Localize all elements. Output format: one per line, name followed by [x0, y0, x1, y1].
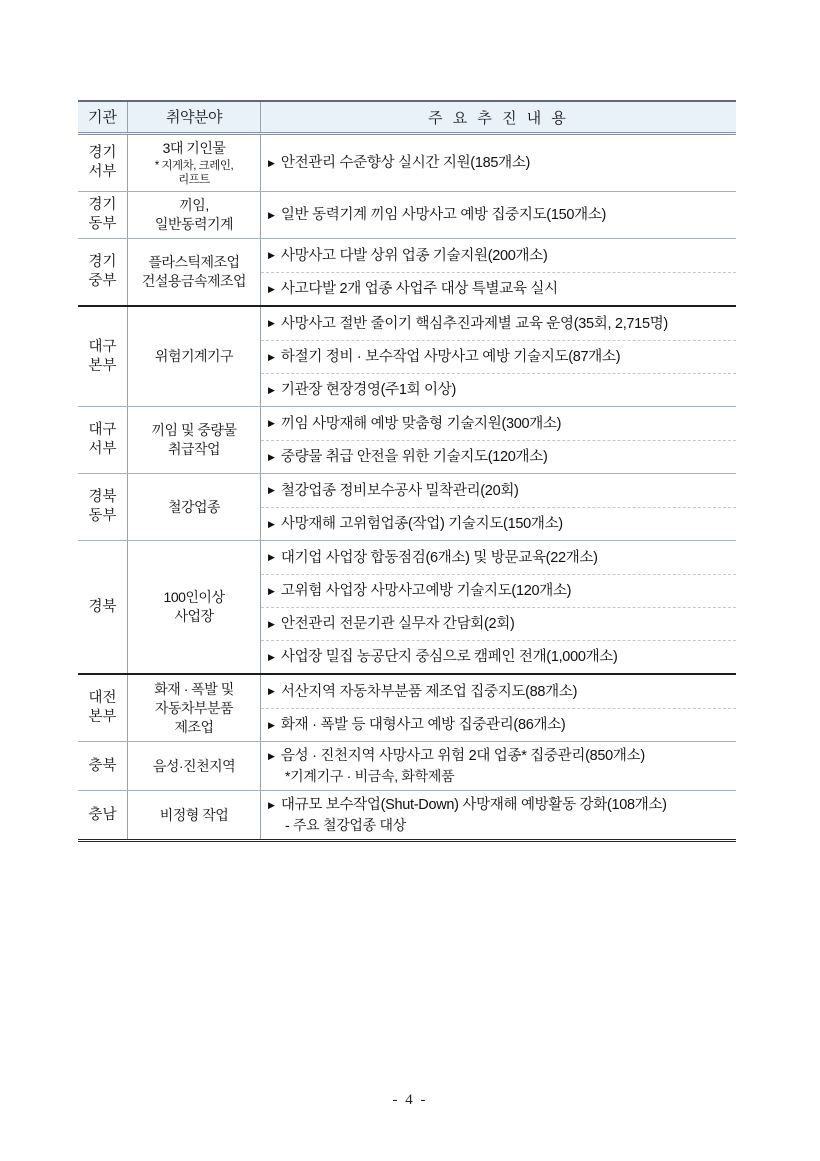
org-name: 서부 — [88, 441, 117, 457]
table-group-row — [78, 540, 736, 673]
action-line — [268, 795, 732, 815]
table-group-row — [78, 305, 736, 406]
org-cell — [78, 474, 128, 540]
vulnerable-field-cell — [128, 239, 261, 305]
table-group-row — [78, 673, 736, 741]
bullet-triangle-icon: ▶ — [268, 719, 275, 730]
actions-cell — [261, 192, 736, 238]
vulnerable-field-text: 화재 · 폭발 및 — [154, 680, 234, 697]
vulnerable-field-note — [155, 159, 233, 187]
action-item — [261, 507, 736, 540]
action-item — [261, 541, 736, 574]
action-text: 안전관리 수준향상 실시간 지원(185개소) — [280, 155, 531, 171]
bullet-triangle-icon: ▶ — [268, 686, 275, 696]
vulnerable-field-text: 사업장 — [174, 608, 214, 624]
actions-cell — [261, 407, 736, 473]
org-cell — [78, 307, 128, 406]
vulnerable-field-text: 끼임, — [179, 197, 209, 213]
table-header-row — [78, 102, 736, 135]
actions-cell — [261, 791, 736, 839]
org-name: 본부 — [88, 709, 117, 725]
action-text: 사고다발 2개 업종 사업주 대상 특별교육 실시 — [280, 281, 558, 297]
action-text: 사망사고 절반 줄이기 핵심추진과제별 교육 운영(35회, 2,715명) — [280, 315, 668, 332]
actions-cell — [261, 675, 736, 741]
regional-action-table — [78, 100, 736, 842]
bullet-triangle-icon: ▶ — [268, 418, 275, 428]
action-item — [261, 147, 736, 180]
action-text: 사망재해 고위험업종(작업) 기술지도(150개소) — [280, 516, 563, 532]
vulnerable-field-text: 제조업 — [174, 718, 214, 735]
action-item — [261, 239, 736, 272]
vulnerable-field-cell — [128, 407, 261, 473]
vulnerable-field-text: 끼임 및 중량물 — [151, 422, 237, 438]
bullet-triangle-icon: ▶ — [268, 750, 275, 761]
bullet-triangle-icon: ▶ — [268, 250, 275, 260]
action-item — [261, 675, 736, 708]
vulnerable-field-text: 위험기계기구 — [154, 348, 234, 364]
action-text: 일반 동력기계 끼임 사망사고 예방 집중지도(150개소) — [280, 207, 607, 223]
action-line — [268, 514, 732, 534]
org-cell — [78, 192, 128, 238]
table-group-row — [78, 790, 736, 839]
org-name: 경기 — [88, 197, 117, 213]
actions-cell — [261, 307, 736, 406]
vulnerable-field-text: 100인이상 — [163, 589, 225, 605]
header-org: 기관 — [78, 102, 128, 132]
vulnerable-field-cell — [128, 307, 261, 406]
table-group-row — [78, 135, 736, 191]
vulnerable-field-text: 플라스틱제조업 — [148, 254, 240, 270]
org-name: 경북 — [88, 489, 117, 505]
org-name: 대전 — [88, 690, 117, 706]
bullet-triangle-icon: ▶ — [268, 384, 275, 395]
bullet-triangle-icon: ▶ — [268, 157, 275, 168]
vulnerable-field-cell — [128, 675, 261, 741]
actions-cell — [261, 541, 736, 673]
bullet-triangle-icon: ▶ — [268, 618, 275, 629]
org-name: 동부 — [88, 216, 117, 232]
action-item — [261, 199, 736, 232]
table-group-row — [78, 238, 736, 305]
action-text: 대기업 사업장 합동점검(6개소) 및 방문교육(22개소) — [280, 549, 598, 566]
bullet-triangle-icon: ▶ — [268, 318, 275, 328]
org-cell — [78, 791, 128, 839]
table-group-row — [78, 191, 736, 238]
action-text: 철강업종 정비보수공사 밀착관리(20회) — [280, 482, 519, 499]
org-name: 서부 — [88, 164, 117, 180]
action-line — [268, 715, 732, 735]
action-text: 사망사고 다발 상위 업종 기술지원(200개소) — [280, 247, 548, 264]
action-item — [261, 791, 736, 839]
org-cell — [78, 407, 128, 473]
action-line — [268, 447, 732, 467]
vulnerable-field-cell — [128, 192, 261, 238]
action-text: 고위험 사업장 사망사고예방 기술지도(120개소) — [280, 583, 572, 599]
action-item — [261, 272, 736, 305]
action-item — [261, 373, 736, 406]
vulnerable-field-cell — [128, 541, 261, 673]
actions-cell — [261, 135, 736, 191]
actions-cell — [261, 742, 736, 790]
vulnerable-field-text: 취급작업 — [167, 441, 221, 457]
action-item — [261, 708, 736, 741]
action-item — [261, 742, 736, 790]
action-item — [261, 307, 736, 340]
table-group-row — [78, 406, 736, 473]
bullet-triangle-icon: ▶ — [268, 799, 275, 810]
action-subtext: - 주요 철강업종 대상 — [285, 817, 406, 833]
action-line — [268, 153, 732, 173]
action-subtext: *기계기구 · 비금속, 화학제품 — [285, 768, 455, 784]
org-name: 충남 — [88, 806, 117, 823]
bullet-triangle-icon: ▶ — [268, 518, 275, 529]
vulnerable-field-cell — [128, 474, 261, 540]
vulnerable-field-note-line: 리프트 — [178, 174, 210, 186]
action-item — [261, 607, 736, 640]
action-item — [261, 407, 736, 440]
action-text: 음성 · 진천지역 사망사고 위험 2대 업종* 집중관리(850개소) — [280, 748, 645, 764]
bullet-triangle-icon: ▶ — [268, 451, 275, 462]
action-text: 끼임 사망재해 예방 맞춤형 기술지원(300개소) — [280, 415, 562, 432]
action-line — [268, 746, 732, 766]
bullet-triangle-icon: ▶ — [268, 209, 275, 220]
org-name: 중부 — [88, 273, 117, 289]
org-name: 충북 — [88, 757, 117, 774]
actions-cell — [261, 474, 736, 540]
table-group-row — [78, 473, 736, 540]
action-line — [268, 614, 732, 634]
action-line — [268, 647, 732, 667]
vulnerable-field-text: 건설용금속제조업 — [141, 273, 247, 289]
action-item — [261, 440, 736, 473]
action-text: 하절기 정비 · 보수작업 사망사고 예방 기술지도(87개소) — [280, 349, 621, 365]
vulnerable-field-cell — [128, 742, 261, 790]
vulnerable-field-text: 비정형 작업 — [159, 806, 229, 823]
org-name: 경북 — [88, 598, 117, 615]
org-name: 동부 — [88, 508, 117, 524]
bullet-triangle-icon: ▶ — [268, 552, 275, 562]
action-item — [261, 474, 736, 507]
action-text: 안전관리 전문기관 실무자 간담회(2회) — [280, 616, 515, 632]
action-line — [268, 205, 732, 225]
action-text: 중량물 취급 안전을 위한 기술지도(120개소) — [280, 449, 548, 465]
vulnerable-field-text: 자동차부분품 — [154, 699, 234, 716]
org-cell — [78, 541, 128, 673]
org-name: 대구 — [88, 338, 117, 355]
bullet-triangle-icon: ▶ — [268, 283, 275, 294]
vulnerable-field-text: 철강업종 — [167, 498, 221, 515]
vulnerable-field-cell — [128, 135, 261, 191]
org-cell — [78, 135, 128, 191]
action-text: 사업장 밀집 농공단지 중심으로 캠페인 전개(1,000개소) — [280, 649, 618, 665]
vulnerable-field-text: 3대 기인물 — [162, 140, 226, 156]
action-text: 화재 · 폭발 등 대형사고 예방 집중관리(86개소) — [280, 717, 566, 733]
header-content: 주 요 추 진 내 용 — [428, 109, 569, 127]
vulnerable-field-text: 일반동력기계 — [154, 216, 234, 232]
action-line — [268, 581, 732, 601]
action-item — [261, 340, 736, 373]
action-line — [268, 481, 732, 501]
header-field: 취약분야 — [128, 102, 261, 132]
bullet-triangle-icon: ▶ — [268, 351, 275, 362]
action-text: 대규모 보수작업(Shut-Down) 사망재해 예방활동 강화(108개소) — [280, 797, 667, 813]
org-cell — [78, 742, 128, 790]
bullet-triangle-icon: ▶ — [268, 585, 275, 596]
org-cell — [78, 239, 128, 305]
action-item — [261, 640, 736, 673]
action-line — [268, 682, 732, 702]
action-item — [261, 574, 736, 607]
table-group-row — [78, 741, 736, 790]
vulnerable-field-text: 음성·진천지역 — [152, 757, 236, 774]
action-line — [268, 548, 732, 568]
action-line — [268, 314, 732, 334]
vulnerable-field-cell — [128, 791, 261, 839]
actions-cell — [261, 239, 736, 305]
action-line — [268, 279, 732, 299]
org-name: 경기 — [88, 145, 117, 161]
action-line — [268, 414, 732, 434]
action-line — [268, 347, 732, 367]
action-line — [268, 246, 732, 266]
org-cell — [78, 675, 128, 741]
bullet-triangle-icon: ▶ — [268, 485, 275, 495]
action-line — [268, 380, 732, 400]
action-text: 서산지역 자동차부분품 제조업 집중지도(88개소) — [280, 683, 578, 700]
vulnerable-field-note-line: * 지게차, 크레인, — [154, 160, 234, 172]
bullet-triangle-icon: ▶ — [268, 651, 275, 662]
action-text: 기관장 현장경영(주1회 이상) — [280, 382, 456, 398]
page-number: - 4 - — [392, 1092, 428, 1108]
org-name: 본부 — [88, 357, 117, 374]
org-name: 경기 — [88, 254, 117, 270]
org-name: 대구 — [88, 422, 117, 438]
